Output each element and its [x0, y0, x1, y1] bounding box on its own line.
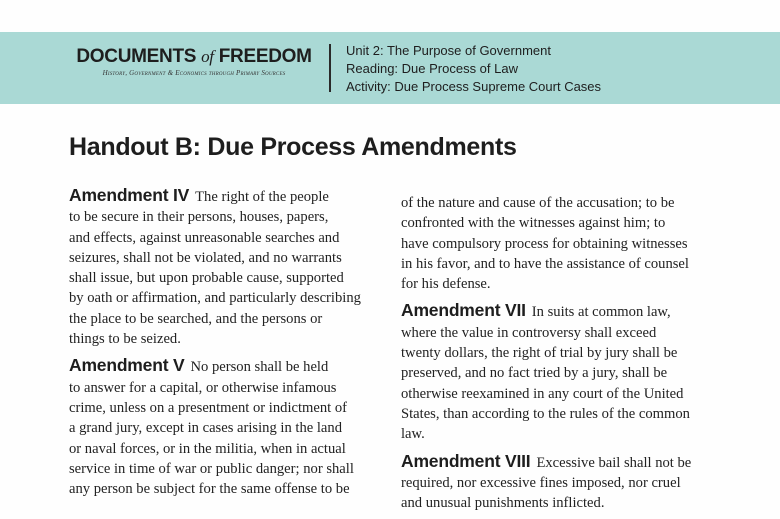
logo-title-part1: DOCUMENTS	[76, 46, 197, 67]
amendment-line: the place to be searched, and the persons or	[69, 310, 323, 327]
amendment-line: crime, unless on a presentment or indictment of	[69, 399, 348, 416]
amendment-line: required, nor excessive fines imposed, nor cruel	[401, 474, 681, 491]
header-divider	[329, 44, 331, 92]
amendment-line: where the value in controversy shall exceed	[401, 324, 657, 341]
amendment-line: and unusual punishments inflicted.	[401, 495, 605, 512]
amendment-heading: Amendment IV	[69, 185, 190, 205]
amendment-line: twenty dollars, the right of trial by jury shall be	[401, 345, 678, 362]
amendment-line: things to be seized.	[69, 331, 181, 348]
right-column	[401, 193, 721, 519]
amendment-line: of the nature and cause of the accusation; to be	[401, 195, 675, 211]
unit-label: Unit 2: The Purpose of Government	[346, 43, 551, 58]
amendment-line: to answer for a capital, or otherwise infamous	[69, 379, 337, 396]
amendment-line: confronted with the witnesses against him; to	[401, 215, 666, 232]
amendment-text: Excessive bail shall not be	[536, 454, 692, 471]
amendment-heading: Amendment VII	[401, 300, 526, 321]
amendment-text: In suits at common law,	[531, 304, 671, 321]
amendment-line: shall issue, but upon probable cause, supported	[69, 270, 344, 287]
amendment-viii	[401, 451, 721, 514]
amendment-line: or naval forces, or in the militia, when in actual	[69, 440, 346, 457]
amendment-heading: Amendment V	[69, 355, 185, 376]
amendment-line: for his defense.	[401, 276, 491, 293]
amendment-line: preserved, and no fact tried by a jury, shall be	[401, 365, 668, 382]
amendment-text: The right of the people	[195, 189, 329, 205]
amendment-line: law.	[401, 426, 425, 443]
logo-subtitle: History, Government & Economics through Primary Sources	[102, 69, 286, 77]
header-band	[0, 32, 780, 104]
amendment-vii	[401, 300, 721, 444]
amendment-line: by oath or affirmation, and particularly describing	[69, 290, 361, 307]
left-column	[69, 185, 389, 505]
amendment-line: have compulsory process for obtaining witnesses	[401, 235, 688, 252]
amendment-line: and effects, against unreasonable searches and	[69, 229, 340, 246]
amendment-line	[401, 451, 721, 473]
activity-label: Activity: Due Process Supreme Court Cases	[346, 79, 602, 94]
amendment-line: any person be subject for the same offense to be	[69, 481, 350, 498]
logo-title	[74, 46, 314, 68]
amendment-v	[69, 355, 389, 499]
logo-title-of: of	[201, 47, 214, 66]
amendment-line: service in time of war or public danger; nor shall	[69, 460, 354, 477]
amendment-line	[401, 300, 721, 322]
reading-label: Reading: Due Process of Law	[346, 61, 518, 76]
documents-of-freedom-logo	[74, 46, 314, 77]
amendment-line	[69, 185, 389, 207]
amendment-line: in his favor, and to have the assistance of counsel	[401, 255, 689, 272]
amendment-line: otherwise reexamined in any court of the United	[401, 385, 684, 402]
logo-title-part2: FREEDOM	[218, 46, 312, 67]
amendment-line: to be secure in their persons, houses, papers,	[69, 209, 329, 226]
amendment-line: a grand jury, except in cases arising in the land	[69, 420, 342, 437]
amendment-iv	[69, 185, 389, 349]
amendment-line	[69, 355, 389, 377]
amendment-text: No person shall be held	[190, 359, 329, 376]
amendment-line: seizures, shall not be violated, and no warrants	[69, 249, 342, 266]
page-title: Handout B: Due Process Amendments	[69, 133, 517, 161]
header-meta	[346, 42, 601, 96]
amendment-heading: Amendment VIII	[401, 450, 531, 471]
amendment-line: States, than according to the rules of the common	[401, 405, 690, 422]
amendment-vi-continuation	[401, 193, 721, 294]
